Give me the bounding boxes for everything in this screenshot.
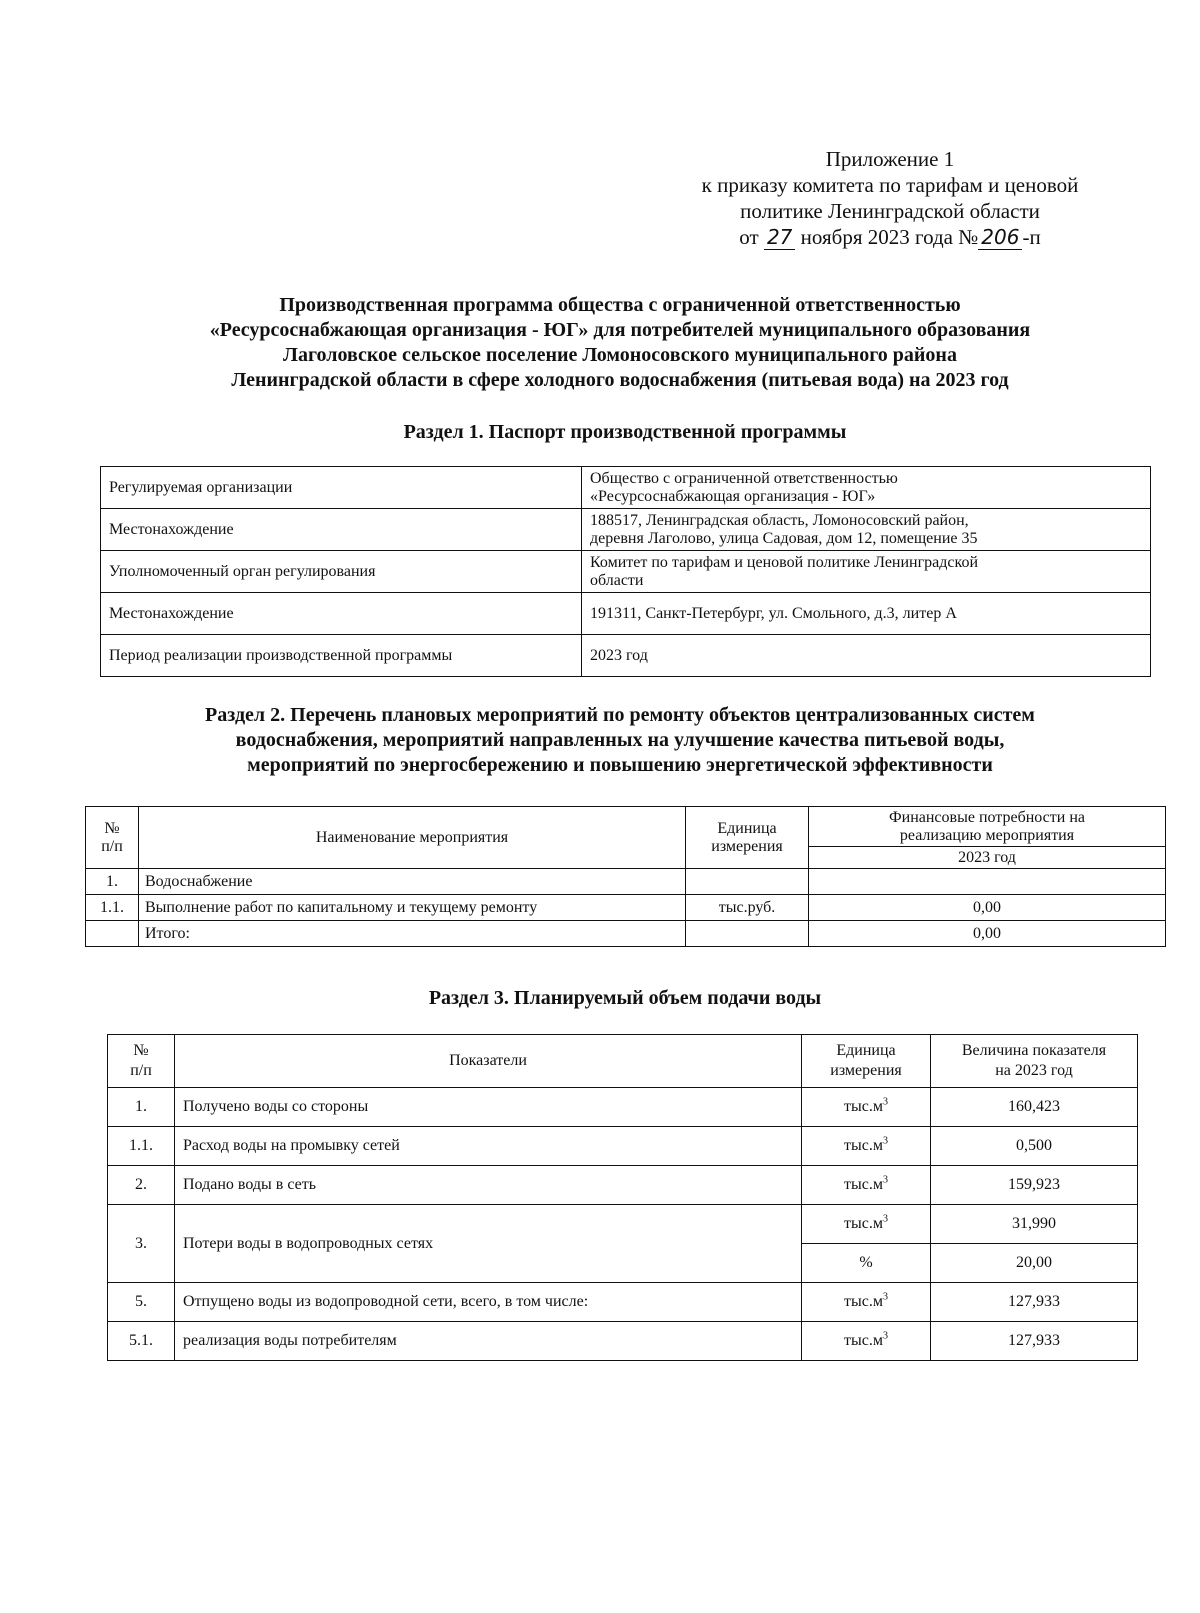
activity-row [86,895,1166,921]
indicator-name: Подано воды в сеть [175,1166,802,1205]
activity-number [86,921,139,947]
col-number-header [108,1035,175,1088]
indicator-value-percent: 20,00 [931,1244,1138,1283]
appendix-line-2: к приказу комитета по тарифам и ценовой [701,173,1079,197]
indicator-number: 5. [108,1283,175,1322]
passport-value [582,593,1151,635]
indicator-unit [802,1283,931,1322]
indicator-row [108,1205,1138,1244]
passport-value [582,635,1151,677]
indicator-unit [802,1166,931,1205]
passport-row [101,509,1151,551]
indicator-number: 5.1. [108,1322,175,1361]
title-line-3: Лаголовское сельское поселение Ломоносовского муниципального района [283,344,957,366]
unit-base: тыс.м [844,1098,883,1115]
indicator-number: 3. [108,1205,175,1283]
col-unit-line-1: Единица [717,819,777,837]
indicator-row [108,1283,1138,1322]
activity-number: 1.1. [86,895,139,921]
document-title [90,293,1150,393]
indicator-number: 2. [108,1166,175,1205]
unit-base: тыс.м [844,1215,883,1232]
passport-value-line-1: 2023 год [590,646,648,664]
col-unit-line-2: измерения [711,837,783,855]
section-2-title-line-1: Раздел 2. Перечень плановых мероприятий по ремонту объектов централизованных систем [205,704,1035,726]
activity-value: 0,00 [809,921,1166,947]
indicator-name: Потери воды в водопроводных сетях [175,1205,802,1283]
col-unit-line-1: Единица [836,1042,896,1059]
activity-name: Водоснабжение [139,869,686,895]
indicator-name: реализация воды потребителям [175,1322,802,1361]
col-finance-line-1: Финансовые потребности на [889,808,1085,826]
col-unit-line-2: измерения [830,1062,902,1079]
handwritten-order-number: 206 [978,225,1022,250]
indicator-number: 1.1. [108,1127,175,1166]
activity-unit: тыс.руб. [686,895,809,921]
passport-row [101,593,1151,635]
activities-table [85,806,1166,947]
passport-value-line-1: 191311, Санкт-Петербург, ул. Смольного, д.3, литер А [590,604,957,622]
passport-value-line-2: деревня Лаголово, улица Садовая, дом 12, помещение 35 [590,529,978,547]
col-number-line-2: п/п [101,837,123,855]
appendix-line-3: политике Ленинградской области [740,199,1040,223]
title-line-1: Производственная программа общества с ограниченной ответственностью [279,294,961,316]
col-value-header [931,1035,1138,1088]
indicator-row [108,1322,1138,1361]
activity-value [809,869,1166,895]
appendix-date-line [660,224,1120,250]
title-line-4: Ленинградской области в сфере холодного водоснабжения (питьевая вода) на 2023 год [231,369,1009,391]
passport-row [101,467,1151,509]
passport-label: Местонахождение [101,593,582,635]
col-name-header: Наименование мероприятия [139,807,686,869]
col-year-header: 2023 год [809,847,1166,869]
col-unit-header [686,807,809,869]
indicator-unit [802,1127,931,1166]
passport-value-line-1: Комитет по тарифам и ценовой политике Ленинградской [590,553,979,571]
col-unit-header [802,1035,931,1088]
col-number-line-1: № [133,1042,149,1059]
col-number-line-1: № [104,819,120,837]
indicator-value: 127,933 [931,1283,1138,1322]
indicator-value: 0,500 [931,1127,1138,1166]
unit-exponent: 3 [882,1213,888,1225]
handwritten-day: 27 [764,225,795,250]
appendix-title: Приложение 1 [825,147,955,171]
unit-exponent: 3 [882,1291,888,1303]
indicator-name: Получено воды со стороны [175,1088,802,1127]
date-suffix: ноября 2023 года № [800,225,979,249]
water-volume-table [107,1034,1138,1361]
passport-value-line-2: области [590,571,644,589]
col-value-line-1: Величина показателя [961,1042,1107,1059]
activity-row [86,869,1166,895]
activity-value: 0,00 [809,895,1166,921]
passport-row [101,551,1151,593]
passport-value-line-1: Общество с ограниченной ответственностью [590,469,898,487]
indicator-row [108,1127,1138,1166]
passport-label: Местонахождение [101,509,582,551]
passport-label: Уполномоченный орган регулирования [101,551,582,593]
passport-label: Регулируемая организации [101,467,582,509]
activity-row [86,921,1166,947]
unit-base: тыс.м [844,1137,883,1154]
passport-value-line-1: 188517, Ленинградская область, Ломоносовский район, [590,511,969,529]
indicator-value: 159,923 [931,1166,1138,1205]
col-finance-header [809,807,1166,847]
passport-value [582,551,1151,593]
passport-label: Период реализации производственной программы [101,635,582,677]
indicator-number: 1. [108,1088,175,1127]
indicator-value: 127,933 [931,1322,1138,1361]
col-value-line-2: на 2023 год [995,1062,1073,1079]
col-number-line-2: п/п [130,1062,152,1079]
activity-name: Итого: [139,921,686,947]
section-2-title-line-3: мероприятий по энергосбережению и повышению энергетической эффективности [247,754,993,776]
title-line-2: «Ресурсоснабжающая организация - ЮГ» для потребителей муниципального образования [209,319,1031,341]
indicator-value: 160,423 [931,1088,1138,1127]
indicator-unit [802,1205,931,1244]
indicator-unit-percent: % [802,1244,931,1283]
order-suffix: -п [1022,225,1041,249]
activity-unit [686,921,809,947]
passport-table [100,466,1151,677]
date-prefix: от [739,225,759,249]
indicator-name: Отпущено воды из водопроводной сети, всего, в том числе: [175,1283,802,1322]
col-finance-line-2: реализацию мероприятия [899,826,1075,844]
indicator-unit [802,1322,931,1361]
section-2-title [90,703,1150,778]
indicator-unit [802,1088,931,1127]
indicator-value: 31,990 [931,1205,1138,1244]
activity-number: 1. [86,869,139,895]
unit-exponent: 3 [882,1135,888,1147]
unit-exponent: 3 [882,1096,888,1108]
unit-base: тыс.м [844,1293,883,1310]
section-1-title: Раздел 1. Паспорт производственной программы [403,421,847,443]
activity-unit [686,869,809,895]
passport-value [582,467,1151,509]
unit-exponent: 3 [882,1174,888,1186]
activity-name: Выполнение работ по капитальному и текущему ремонту [139,895,686,921]
col-indicator-header: Показатели [175,1035,802,1088]
indicator-row [108,1166,1138,1205]
indicator-name: Расход воды на промывку сетей [175,1127,802,1166]
indicator-row [108,1088,1138,1127]
appendix-header [660,146,1120,250]
unit-base: тыс.м [844,1176,883,1193]
col-number-header [86,807,139,869]
passport-value-line-2: «Ресурсоснабжающая организация - ЮГ» [590,487,876,505]
section-3-title: Раздел 3. Планируемый объем подачи воды [428,987,822,1009]
unit-base: тыс.м [844,1332,883,1349]
unit-exponent: 3 [882,1330,888,1342]
passport-value [582,509,1151,551]
passport-row [101,635,1151,677]
section-2-title-line-2: водоснабжения, мероприятий направленных на улучшение качества питьевой воды, [235,729,1005,751]
